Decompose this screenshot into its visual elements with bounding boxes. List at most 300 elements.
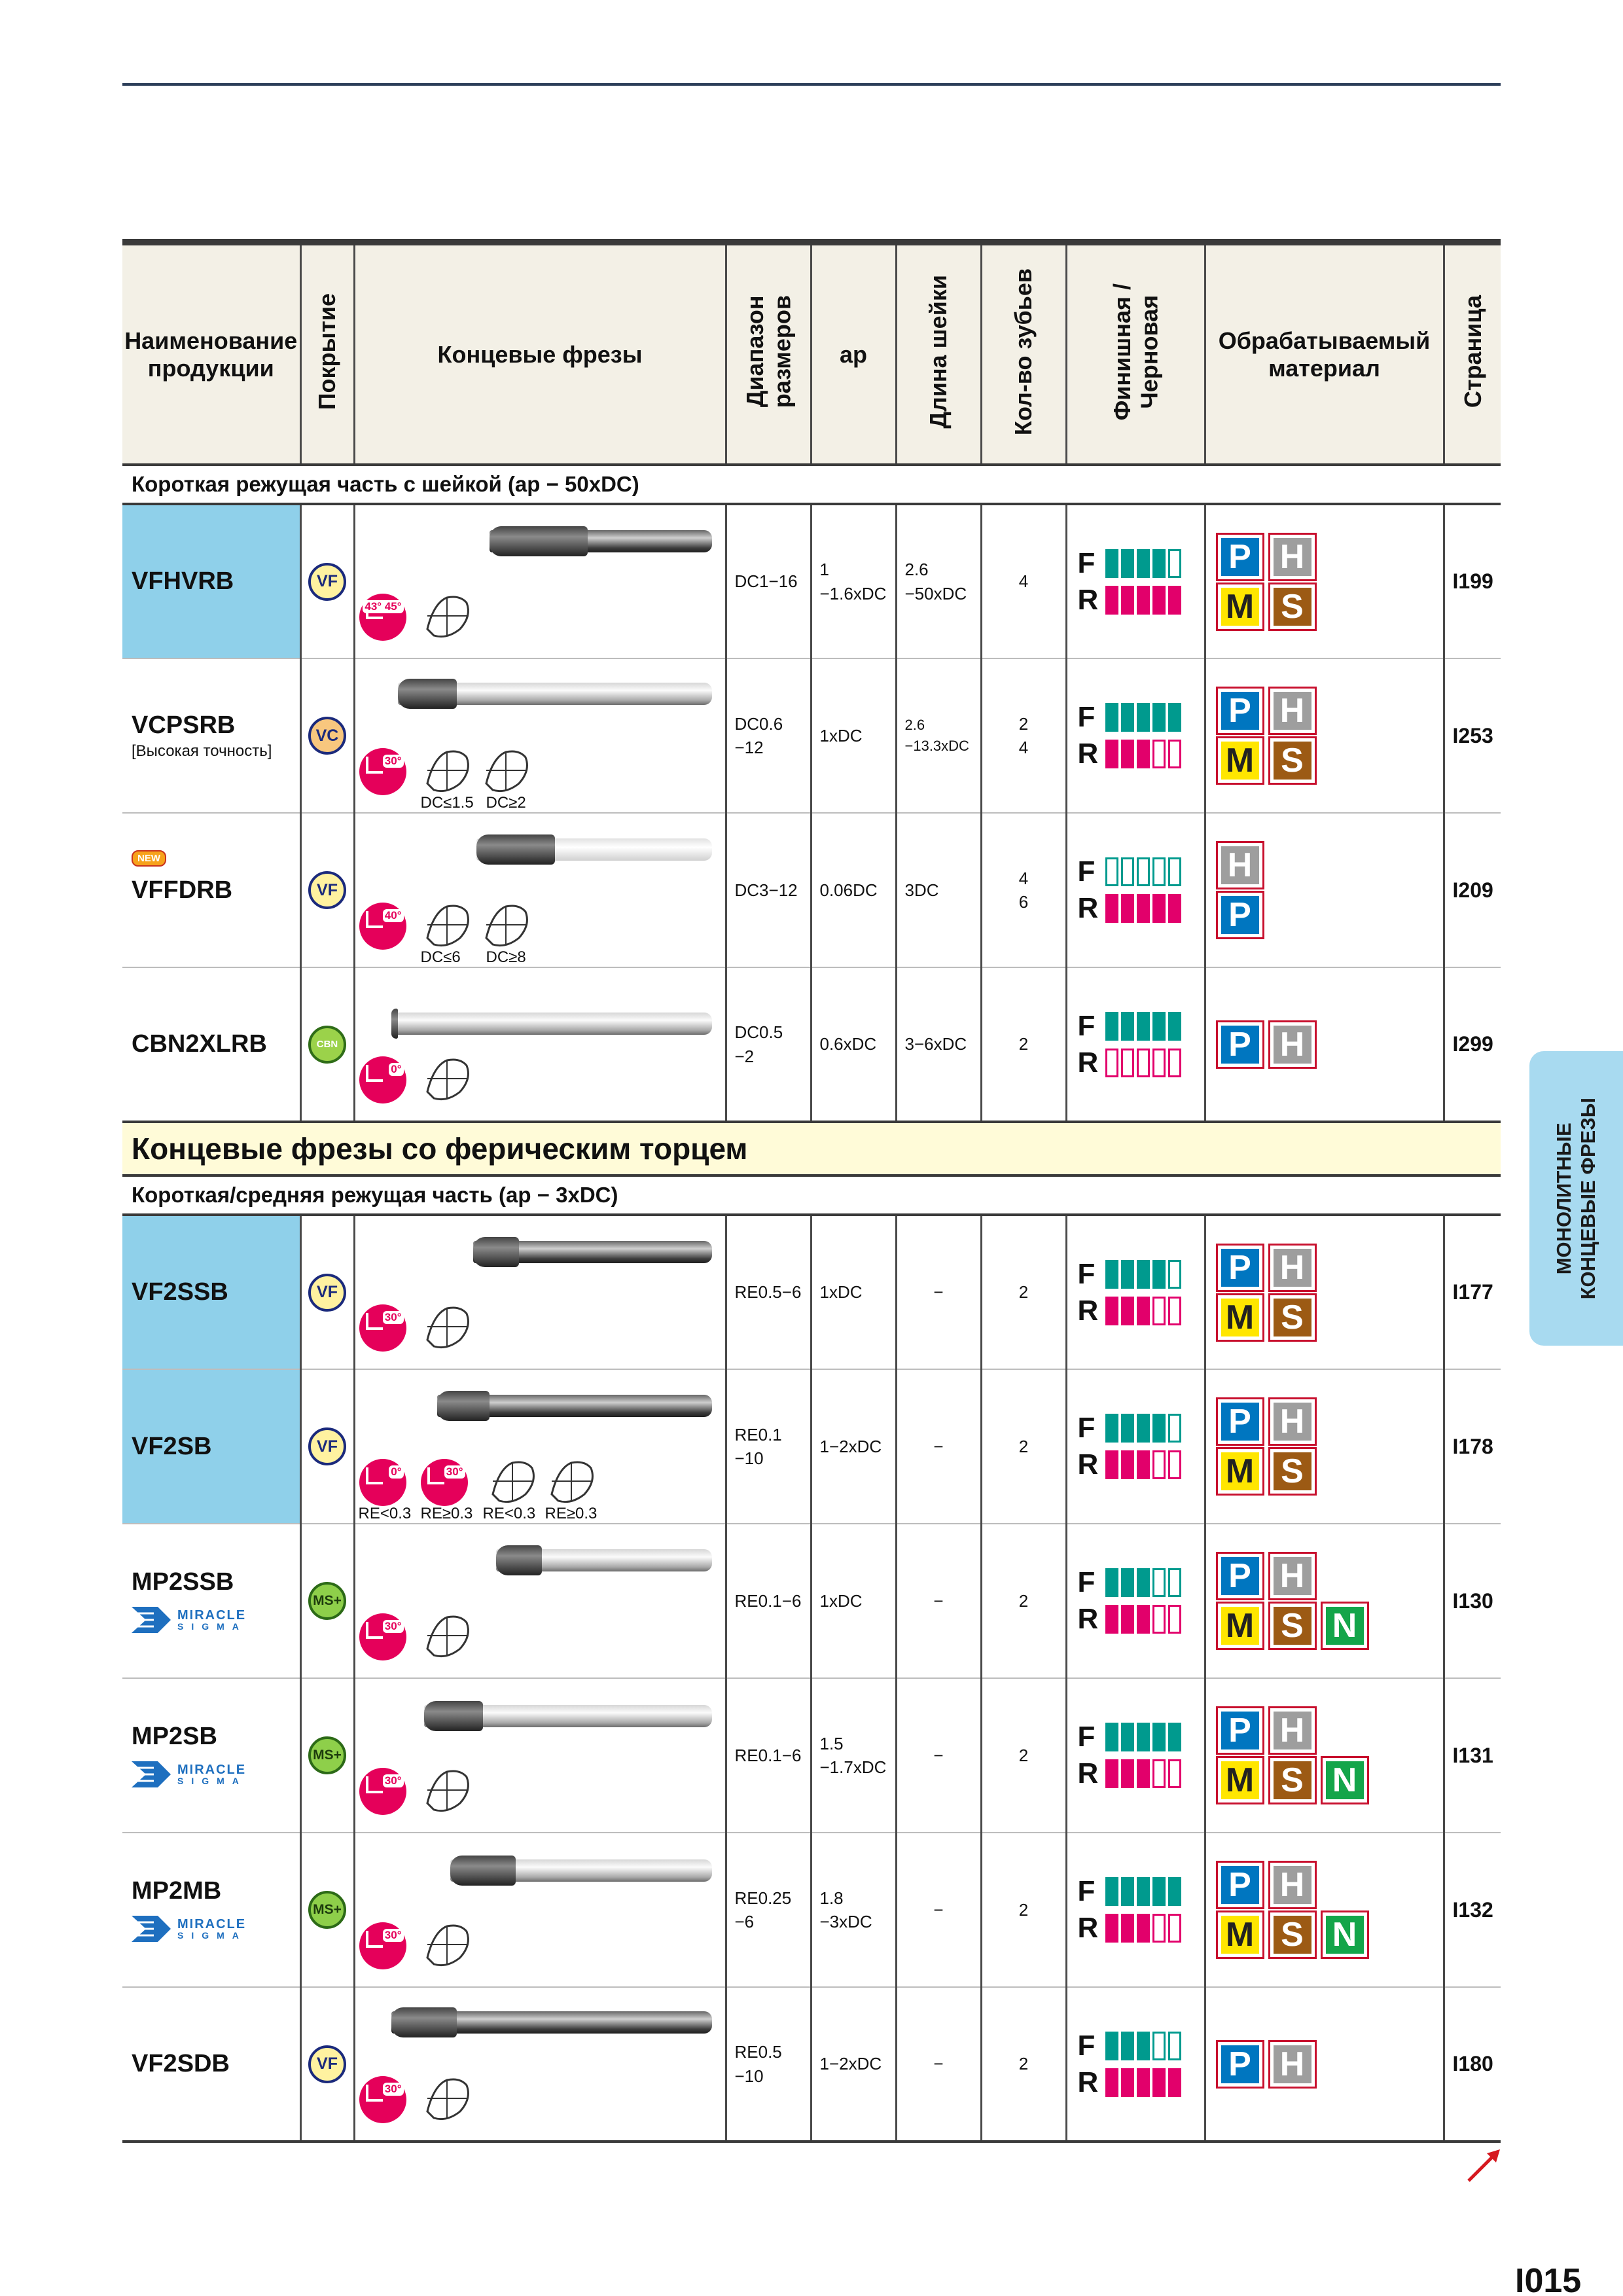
product-table	[122, 239, 1501, 2143]
material-cell	[1205, 658, 1444, 813]
flute-profile-icon	[421, 1052, 473, 1105]
diameter-caption: RE<0.3	[358, 1505, 412, 1522]
table-row[interactable]	[122, 1369, 1501, 1524]
table-row[interactable]	[122, 1987, 1501, 2142]
rating-cell	[1121, 2032, 1134, 2060]
rating-cell	[1105, 1297, 1118, 1325]
page-link[interactable]: I199	[1444, 504, 1501, 658]
material-h-badge: H	[1270, 1863, 1315, 1907]
page-number: I015	[1515, 2262, 1582, 2296]
rating-cell	[1137, 1012, 1150, 1041]
section-header	[122, 1175, 1501, 1215]
rating-cell	[1121, 1914, 1134, 1943]
coating-cell	[300, 813, 354, 967]
teeth-cell: 2	[981, 1215, 1066, 1369]
range-cell: RE0.5 −10	[726, 1987, 811, 2142]
material-s-badge: S	[1270, 1604, 1315, 1648]
tool-visual-cell	[354, 658, 726, 813]
finish-rough-cell	[1066, 658, 1205, 813]
material-p-badge: P	[1218, 1863, 1262, 1907]
tool-visual-cell	[354, 967, 726, 1122]
ap-cell: 1xDC	[811, 658, 896, 813]
material-row	[1218, 1022, 1443, 1067]
range-cell: RE0.25 −6	[726, 1833, 811, 1987]
range-cell: RE0.1−6	[726, 1524, 811, 1678]
material-p-badge: P	[1218, 1708, 1262, 1753]
teeth-cell: 4	[981, 504, 1066, 658]
material-row	[1218, 1295, 1443, 1340]
material-n-badge: N	[1323, 1604, 1367, 1648]
product-cell[interactable]	[122, 967, 300, 1122]
range-cell: DC3−12	[726, 813, 811, 967]
flute-profile-icon	[421, 2072, 473, 2125]
rough-label: R	[1077, 583, 1099, 616]
tool-visual-cell	[354, 1678, 726, 1833]
tool-image	[398, 683, 712, 705]
tool-image	[391, 1013, 712, 1035]
rating-cell	[1168, 1914, 1181, 1943]
coating-cell	[300, 1678, 354, 1833]
rating-cell	[1121, 1723, 1134, 1751]
product-cell[interactable]	[122, 1369, 300, 1524]
rating-cell	[1105, 857, 1118, 886]
flute-profile-icon	[421, 1918, 473, 1971]
section-header	[122, 465, 1501, 504]
page-link[interactable]: I253	[1444, 658, 1501, 813]
rating-cell	[1121, 1414, 1134, 1443]
material-m-badge: M	[1218, 1604, 1262, 1648]
product-cell[interactable]	[122, 1987, 300, 2142]
finish-label: F	[1077, 1566, 1096, 1598]
next-arrow-icon[interactable]	[1465, 2145, 1504, 2185]
teeth-cell: 2	[981, 967, 1066, 1122]
col-finish: Финишная / Черновая	[1066, 242, 1205, 465]
material-row	[1218, 738, 1443, 783]
finish-rough-cell	[1066, 1524, 1205, 1678]
ap-cell: 0.6xDC	[811, 967, 896, 1122]
rating-cell	[1152, 1012, 1166, 1041]
range-cell: RE0.1 −10	[726, 1369, 811, 1524]
material-cell	[1205, 1987, 1444, 2142]
ap-cell: 1.8 −3xDC	[811, 1833, 896, 1987]
page-link[interactable]: I132	[1444, 1833, 1501, 1987]
page-link[interactable]: I177	[1444, 1215, 1501, 1369]
rating-cell	[1121, 549, 1134, 578]
tool-visual-cell	[354, 1987, 726, 2142]
side-tab[interactable]	[1529, 1051, 1623, 1346]
material-m-badge: M	[1218, 1912, 1262, 1957]
material-s-badge: S	[1270, 1758, 1315, 1803]
neck-cell: 2.6 −13.3xDC	[896, 658, 981, 813]
page-link[interactable]: I131	[1444, 1678, 1501, 1833]
rating-cell	[1105, 703, 1118, 732]
material-m-badge: M	[1218, 1758, 1262, 1803]
tool-visual-cell	[354, 1524, 726, 1678]
helix-angle-icon: 30°	[359, 748, 406, 795]
header-row	[122, 242, 1501, 465]
neck-cell: −	[896, 1987, 981, 2142]
rating-cell	[1137, 1877, 1150, 1906]
material-row	[1218, 689, 1443, 733]
rating-cell	[1121, 2068, 1134, 2097]
rating-cell	[1137, 549, 1150, 578]
rating-cell	[1105, 1914, 1118, 1943]
rating-cell	[1137, 2032, 1150, 2060]
material-h-badge: H	[1270, 1022, 1315, 1067]
range-cell: DC1−16	[726, 504, 811, 658]
col-material: Обрабатываемый материал	[1205, 242, 1444, 465]
rating-cell	[1105, 1414, 1118, 1443]
diameter-caption: RE≥0.3	[544, 1505, 597, 1522]
material-row	[1218, 1449, 1443, 1494]
coating-badge-icon: VF	[308, 871, 346, 909]
rating-cell	[1105, 1012, 1118, 1041]
tool-visual-cell	[354, 1833, 726, 1987]
coating-badge-icon: VF	[308, 1274, 346, 1312]
material-s-badge: S	[1270, 584, 1315, 629]
table-row[interactable]	[122, 1678, 1501, 1833]
col-coating: Покрытие	[300, 242, 354, 465]
material-s-badge: S	[1270, 1912, 1315, 1957]
rating-cell	[1105, 2068, 1118, 2097]
flute-profile-icon	[421, 744, 473, 797]
tool-visual-cell	[354, 504, 726, 658]
rating-cell	[1168, 2068, 1181, 2097]
neck-cell: 3−6xDC	[896, 967, 981, 1122]
material-h-badge: H	[1270, 1399, 1315, 1444]
ap-cell: 1−2xDC	[811, 1987, 896, 2142]
coating-badge-icon: MS+	[308, 1891, 346, 1929]
rough-label: R	[1077, 738, 1099, 770]
col-name: Наименование продукции	[122, 242, 300, 465]
rough-label: R	[1077, 2066, 1099, 2098]
material-p-badge: P	[1218, 689, 1262, 733]
rating-cell	[1121, 857, 1134, 886]
teeth-cell: 2	[981, 1678, 1066, 1833]
finish-label: F	[1077, 701, 1096, 733]
neck-cell: −	[896, 1678, 981, 1833]
finish-label: F	[1077, 1009, 1096, 1042]
rating-cell	[1121, 586, 1134, 615]
material-cell	[1205, 504, 1444, 658]
rating-cell	[1168, 1049, 1181, 1077]
new-badge: NEW	[132, 850, 166, 867]
neck-cell: −	[896, 1833, 981, 1987]
product-name: VCPSRB	[132, 711, 236, 739]
rating-cell	[1168, 1012, 1181, 1041]
material-row	[1218, 535, 1443, 579]
tool-image	[424, 1705, 712, 1727]
rating-cell	[1137, 1568, 1150, 1597]
table-row[interactable]	[122, 813, 1501, 967]
material-p-badge: P	[1218, 893, 1262, 937]
product-cell[interactable]	[122, 1833, 300, 1987]
flute-profile-icon	[421, 1300, 473, 1353]
coating-badge-icon: MS+	[308, 1582, 346, 1620]
rating-cell	[1152, 1049, 1166, 1077]
rating-cell	[1105, 1568, 1118, 1597]
tool-image	[473, 1241, 712, 1263]
helix-angle-icon: 0°	[359, 1056, 406, 1103]
table-row[interactable]	[122, 967, 1501, 1122]
rating-cell	[1152, 1450, 1166, 1479]
material-s-badge: S	[1270, 738, 1315, 783]
rating-cell	[1168, 740, 1181, 768]
rating-cell	[1121, 1568, 1134, 1597]
rating-cell	[1168, 1759, 1181, 1788]
material-p-badge: P	[1218, 1399, 1262, 1444]
finish-label: F	[1077, 1721, 1096, 1753]
page-link[interactable]: I180	[1444, 1987, 1501, 2142]
product-cell[interactable]	[122, 504, 300, 658]
finish-label: F	[1077, 2029, 1096, 2062]
rating-cell	[1137, 1414, 1150, 1443]
product-name: VF2SSB	[132, 1278, 228, 1306]
coating-badge-icon: MS+	[308, 1736, 346, 1774]
ap-cell: 1.5 −1.7xDC	[811, 1678, 896, 1833]
material-cell	[1205, 1678, 1444, 1833]
tool-visual-cell	[354, 813, 726, 967]
helix-angle-icon: 43° 45°	[359, 594, 406, 641]
tool-image	[437, 1395, 712, 1417]
section-header	[122, 1122, 1501, 1175]
miracle-sigma-logo: MIRACLE SIGMA	[132, 1760, 300, 1789]
rating-cell	[1121, 740, 1134, 768]
product-cell[interactable]	[122, 1524, 300, 1678]
rating-cell	[1105, 586, 1118, 615]
finish-rough-cell	[1066, 813, 1205, 967]
material-p-badge: P	[1218, 1022, 1262, 1067]
rating-cell	[1105, 894, 1118, 923]
rough-label: R	[1077, 1912, 1099, 1944]
rating-cell	[1152, 2032, 1166, 2060]
rating-cell	[1152, 1297, 1166, 1325]
range-cell: RE0.5−6	[726, 1215, 811, 1369]
flute-profile-icon	[421, 1609, 473, 1662]
rating-cell	[1152, 586, 1166, 615]
material-p-badge: P	[1218, 1554, 1262, 1598]
material-n-badge: N	[1323, 1912, 1367, 1957]
material-row	[1218, 1758, 1443, 1803]
rough-label: R	[1077, 1294, 1099, 1327]
rating-cell	[1121, 1297, 1134, 1325]
helix-angle-icon: 30°	[359, 2076, 406, 2123]
flute-profile-icon	[545, 1455, 597, 1507]
page-link[interactable]: I130	[1444, 1524, 1501, 1678]
finish-label: F	[1077, 1875, 1096, 1907]
finish-rough-cell	[1066, 504, 1205, 658]
rating-cell	[1168, 1297, 1181, 1325]
product-name: VF2SDB	[132, 2050, 230, 2077]
rating-cell	[1168, 1877, 1181, 1906]
product-cell[interactable]	[122, 813, 300, 967]
rating-cell	[1137, 703, 1150, 732]
neck-cell: −	[896, 1369, 981, 1524]
table-row[interactable]	[122, 504, 1501, 658]
teeth-cell: 2	[981, 1369, 1066, 1524]
flute-profile-icon	[421, 899, 473, 951]
rating-cell	[1105, 1049, 1118, 1077]
flute-profile-icon	[480, 899, 532, 951]
material-row	[1218, 1554, 1443, 1598]
rating-cell	[1152, 1605, 1166, 1634]
material-m-badge: M	[1218, 738, 1262, 783]
finish-rough-cell	[1066, 1833, 1205, 1987]
rating-cell	[1168, 1568, 1181, 1597]
page-link[interactable]: I178	[1444, 1369, 1501, 1524]
product-cell[interactable]	[122, 1215, 300, 1369]
neck-cell: −	[896, 1215, 981, 1369]
rating-cell	[1105, 1877, 1118, 1906]
tool-image	[391, 2011, 712, 2034]
material-row	[1218, 1246, 1443, 1290]
coating-cell	[300, 504, 354, 658]
rating-cell	[1152, 1723, 1166, 1751]
material-cell	[1205, 1524, 1444, 1678]
rating-cell	[1105, 549, 1118, 578]
rating-cell	[1105, 740, 1118, 768]
rating-cell	[1105, 1260, 1118, 1289]
teeth-cell: 2 4	[981, 658, 1066, 813]
finish-rough-cell	[1066, 967, 1205, 1122]
rating-cell	[1152, 1877, 1166, 1906]
col-ap: ap	[811, 242, 896, 465]
tool-image	[496, 1549, 712, 1571]
helix-angle-icon: 30°	[359, 1768, 406, 1815]
rating-cell	[1137, 1759, 1150, 1788]
rating-cell	[1152, 703, 1166, 732]
material-h-badge: H	[1270, 1708, 1315, 1753]
finish-label: F	[1077, 1412, 1096, 1444]
material-row	[1218, 1604, 1443, 1648]
product-name: VFHVRB	[132, 567, 234, 595]
coating-cell	[300, 1524, 354, 1678]
rating-cell	[1152, 1759, 1166, 1788]
flute-profile-icon	[421, 590, 473, 642]
ap-cell: 1xDC	[811, 1524, 896, 1678]
finish-rough-cell	[1066, 1369, 1205, 1524]
material-row	[1218, 1708, 1443, 1753]
table-row[interactable]	[122, 658, 1501, 813]
material-row	[1218, 893, 1443, 937]
rating-cell	[1168, 1414, 1181, 1443]
coating-badge-icon: VF	[308, 563, 346, 601]
product-name: MP2MB	[132, 1876, 222, 1905]
flute-profile-icon	[486, 1455, 539, 1507]
table-row[interactable]	[122, 1215, 1501, 1369]
col-page: Страница	[1444, 242, 1501, 465]
rating-cell	[1137, 586, 1150, 615]
material-row	[1218, 843, 1443, 888]
rating-cell	[1105, 1450, 1118, 1479]
rating-cell	[1168, 549, 1181, 578]
material-s-badge: S	[1270, 1449, 1315, 1494]
ap-cell: 0.06DC	[811, 813, 896, 967]
tool-visual-cell	[354, 1215, 726, 1369]
coating-cell	[300, 1215, 354, 1369]
range-cell: DC0.5 −2	[726, 967, 811, 1122]
flute-profile-icon	[421, 1764, 473, 1816]
material-row	[1218, 1912, 1443, 1957]
col-neck: Длина шейки	[896, 242, 981, 465]
miracle-sigma-logo: MIRACLE SIGMA	[132, 1605, 300, 1634]
rating-cell	[1152, 1914, 1166, 1943]
rating-cell	[1105, 1723, 1118, 1751]
ap-cell: 1 −1.6xDC	[811, 504, 896, 658]
finish-label: F	[1077, 547, 1096, 579]
material-cell	[1205, 1833, 1444, 1987]
material-h-badge: H	[1270, 689, 1315, 733]
product-name: MP2SSB	[132, 1568, 234, 1596]
page-link[interactable]: I209	[1444, 813, 1501, 967]
finish-rough-cell	[1066, 1987, 1205, 2142]
material-h-badge: H	[1270, 1246, 1315, 1290]
product-name: MP2SB	[132, 1722, 217, 1750]
teeth-cell: 2	[981, 1833, 1066, 1987]
neck-cell: 3DC	[896, 813, 981, 967]
page-link[interactable]: I299	[1444, 967, 1501, 1122]
rating-cell	[1168, 2032, 1181, 2060]
diameter-caption: DC≥2	[486, 794, 526, 812]
rough-label: R	[1077, 892, 1099, 924]
helix-angle-icon: 30°	[359, 1304, 406, 1352]
helix-angle-icon: 40°	[359, 903, 406, 950]
col-tools: Концевые фрезы	[354, 242, 726, 465]
product-name: VFFDRB	[132, 876, 233, 904]
finish-label: F	[1077, 1257, 1096, 1290]
material-p-badge: P	[1218, 535, 1262, 579]
rating-cell	[1168, 703, 1181, 732]
coating-badge-icon: VF	[308, 1427, 346, 1465]
rating-cell	[1137, 1049, 1150, 1077]
rating-cell	[1168, 586, 1181, 615]
col-teeth: Кол-во зубьев	[981, 242, 1066, 465]
rating-cell	[1137, 740, 1150, 768]
material-row	[1218, 1399, 1443, 1444]
rating-cell	[1137, 1914, 1150, 1943]
product-cell[interactable]	[122, 1678, 300, 1833]
diameter-caption: DC≤6	[420, 948, 461, 966]
rating-cell	[1152, 1414, 1166, 1443]
material-m-badge: M	[1218, 1295, 1262, 1340]
rating-cell	[1168, 1450, 1181, 1479]
product-cell[interactable]	[122, 658, 300, 813]
table-row[interactable]	[122, 1833, 1501, 1987]
helix-angle-icon: 30°	[421, 1459, 468, 1506]
finish-rough-cell	[1066, 1678, 1205, 1833]
coating-badge-icon: VC	[308, 717, 346, 755]
rating-cell	[1121, 1260, 1134, 1289]
diameter-caption: DC≤1.5	[420, 794, 474, 812]
finish-label: F	[1077, 855, 1096, 888]
section-title: Концевые фрезы со ферическим торцем	[122, 1122, 1501, 1175]
rough-label: R	[1077, 1757, 1099, 1789]
material-s-badge: S	[1270, 1295, 1315, 1340]
rating-cell	[1137, 1297, 1150, 1325]
section-title: Короткая режущая часть с шейкой (ap − 50xDC)	[122, 465, 1501, 504]
rating-cell	[1168, 857, 1181, 886]
product-subtitle: [Высокая точность]	[132, 742, 272, 760]
helix-angle-icon: 30°	[359, 1922, 406, 1969]
rating-cell	[1152, 740, 1166, 768]
rating-cell	[1137, 857, 1150, 886]
section-title: Короткая/средняя режущая часть (ap − 3xDC)	[122, 1175, 1501, 1215]
rating-cell	[1137, 894, 1150, 923]
rating-cell	[1152, 2068, 1166, 2097]
table-row[interactable]	[122, 1524, 1501, 1678]
rough-label: R	[1077, 1046, 1099, 1079]
rating-cell	[1137, 1605, 1150, 1634]
